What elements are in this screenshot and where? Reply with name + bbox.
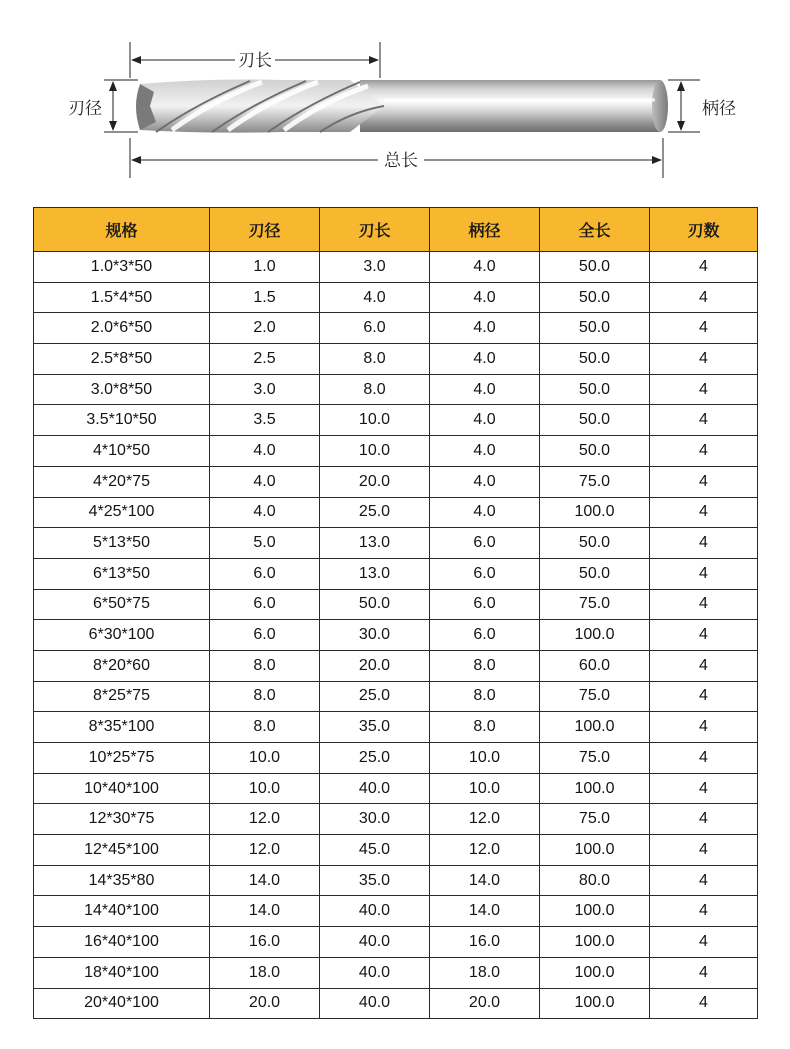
shank-diameter-label: 柄径 (702, 99, 736, 119)
table-cell-spec: 2.5*8*50 (34, 344, 210, 375)
table-cell-edge-length: 40.0 (320, 927, 430, 958)
table-cell-total-length: 100.0 (540, 988, 650, 1019)
table-cell-spec: 6*30*100 (34, 620, 210, 651)
column-header-shank-diameter: 柄径 (430, 208, 540, 252)
table-cell-edge-diameter: 16.0 (210, 927, 320, 958)
column-header-flute-count: 刃数 (650, 208, 758, 252)
spec-table (33, 207, 758, 1019)
table-cell-spec: 14*35*80 (34, 865, 210, 896)
table-cell-edge-length: 20.0 (320, 650, 430, 681)
arrowhead-left (131, 56, 141, 64)
table-row (34, 405, 758, 436)
table-cell-spec: 10*40*100 (34, 773, 210, 804)
table-row (34, 773, 758, 804)
table-row (34, 896, 758, 927)
table-cell-shank-diameter: 4.0 (430, 405, 540, 436)
edge-diameter-label: 刃径 (68, 99, 102, 119)
table-cell-edge-length: 6.0 (320, 313, 430, 344)
table-cell-total-length: 100.0 (540, 712, 650, 743)
table-cell-edge-diameter: 6.0 (210, 589, 320, 620)
table-cell-total-length: 50.0 (540, 405, 650, 436)
table-row (34, 528, 758, 559)
table-cell-edge-diameter: 18.0 (210, 957, 320, 988)
table-cell-shank-diameter: 8.0 (430, 681, 540, 712)
table-row (34, 282, 758, 313)
table-cell-shank-diameter: 4.0 (430, 436, 540, 467)
table-cell-edge-diameter: 5.0 (210, 528, 320, 559)
table-cell-edge-length: 25.0 (320, 497, 430, 528)
table-cell-flute-count: 4 (650, 252, 758, 283)
table-cell-edge-length: 4.0 (320, 282, 430, 313)
table-cell-edge-length: 40.0 (320, 773, 430, 804)
table-row (34, 743, 758, 774)
table-body (34, 252, 758, 1019)
tool-shank-end (652, 80, 668, 132)
table-cell-shank-diameter: 4.0 (430, 313, 540, 344)
table-cell-total-length: 50.0 (540, 528, 650, 559)
table-cell-spec: 14*40*100 (34, 896, 210, 927)
table-cell-edge-length: 45.0 (320, 835, 430, 866)
total-length-dimension (130, 138, 663, 178)
end-mill-diagram (0, 0, 790, 200)
table-cell-edge-diameter: 10.0 (210, 743, 320, 774)
table-cell-flute-count: 4 (650, 835, 758, 866)
table-cell-total-length: 100.0 (540, 927, 650, 958)
table-cell-shank-diameter: 8.0 (430, 650, 540, 681)
table-row (34, 436, 758, 467)
table-cell-total-length: 50.0 (540, 344, 650, 375)
table-row (34, 558, 758, 589)
table-cell-spec: 4*20*75 (34, 466, 210, 497)
table-cell-flute-count: 4 (650, 466, 758, 497)
table-cell-edge-diameter: 4.0 (210, 466, 320, 497)
table-cell-shank-diameter: 12.0 (430, 835, 540, 866)
table-cell-edge-length: 8.0 (320, 344, 430, 375)
table-cell-edge-length: 10.0 (320, 436, 430, 467)
table-cell-spec: 16*40*100 (34, 927, 210, 958)
column-header-spec: 规格 (34, 208, 210, 252)
table-cell-edge-length: 50.0 (320, 589, 430, 620)
column-header-total-length: 全长 (540, 208, 650, 252)
table-cell-flute-count: 4 (650, 681, 758, 712)
arrowhead-right (652, 156, 662, 164)
table-cell-edge-length: 30.0 (320, 620, 430, 651)
table-cell-shank-diameter: 4.0 (430, 466, 540, 497)
table-cell-total-length: 50.0 (540, 282, 650, 313)
table-cell-flute-count: 4 (650, 436, 758, 467)
table-cell-spec: 1.5*4*50 (34, 282, 210, 313)
table-cell-total-length: 75.0 (540, 804, 650, 835)
table-cell-flute-count: 4 (650, 589, 758, 620)
table-cell-flute-count: 4 (650, 650, 758, 681)
table-cell-total-length: 75.0 (540, 743, 650, 774)
table-cell-spec: 4*10*50 (34, 436, 210, 467)
table-cell-total-length: 60.0 (540, 650, 650, 681)
table-cell-edge-length: 8.0 (320, 374, 430, 405)
table-cell-total-length: 80.0 (540, 865, 650, 896)
arrowhead-left (131, 156, 141, 164)
table-cell-flute-count: 4 (650, 620, 758, 651)
table-cell-edge-diameter: 6.0 (210, 558, 320, 589)
total-length-label: 总长 (384, 151, 418, 171)
table-cell-shank-diameter: 4.0 (430, 374, 540, 405)
table-cell-edge-length: 10.0 (320, 405, 430, 436)
table-cell-shank-diameter: 10.0 (430, 773, 540, 804)
table-row (34, 650, 758, 681)
table-cell-flute-count: 4 (650, 957, 758, 988)
table-cell-total-length: 100.0 (540, 835, 650, 866)
table-cell-flute-count: 4 (650, 773, 758, 804)
table-cell-edge-length: 25.0 (320, 743, 430, 774)
table-row (34, 835, 758, 866)
table-cell-spec: 8*25*75 (34, 681, 210, 712)
table-row (34, 313, 758, 344)
table-row (34, 620, 758, 651)
table-cell-spec: 8*35*100 (34, 712, 210, 743)
arrowhead-up (677, 81, 685, 91)
table-cell-total-length: 50.0 (540, 313, 650, 344)
table-cell-edge-diameter: 1.5 (210, 282, 320, 313)
table-cell-total-length: 100.0 (540, 497, 650, 528)
table-cell-edge-diameter: 8.0 (210, 650, 320, 681)
table-cell-shank-diameter: 14.0 (430, 865, 540, 896)
table-cell-edge-diameter: 8.0 (210, 712, 320, 743)
table-cell-flute-count: 4 (650, 927, 758, 958)
table-row (34, 374, 758, 405)
table-row (34, 865, 758, 896)
table-cell-shank-diameter: 12.0 (430, 804, 540, 835)
table-cell-shank-diameter: 18.0 (430, 957, 540, 988)
table-cell-shank-diameter: 6.0 (430, 528, 540, 559)
column-header-edge-diameter: 刃径 (210, 208, 320, 252)
table-cell-flute-count: 4 (650, 558, 758, 589)
table-cell-edge-length: 35.0 (320, 865, 430, 896)
table-cell-flute-count: 4 (650, 374, 758, 405)
table-row (34, 988, 758, 1019)
table-cell-edge-diameter: 20.0 (210, 988, 320, 1019)
table-cell-spec: 3.5*10*50 (34, 405, 210, 436)
table-row (34, 804, 758, 835)
table-cell-spec: 10*25*75 (34, 743, 210, 774)
end-mill-tool (136, 80, 668, 133)
table-cell-edge-diameter: 1.0 (210, 252, 320, 283)
table-cell-total-length: 100.0 (540, 773, 650, 804)
table-cell-shank-diameter: 8.0 (430, 712, 540, 743)
table-cell-edge-length: 30.0 (320, 804, 430, 835)
table-cell-flute-count: 4 (650, 865, 758, 896)
table-cell-total-length: 100.0 (540, 896, 650, 927)
table-cell-total-length: 75.0 (540, 589, 650, 620)
table-cell-spec: 2.0*6*50 (34, 313, 210, 344)
table-cell-spec: 18*40*100 (34, 957, 210, 988)
table-cell-flute-count: 4 (650, 313, 758, 344)
table-cell-flute-count: 4 (650, 988, 758, 1019)
table-cell-shank-diameter: 20.0 (430, 988, 540, 1019)
table-cell-shank-diameter: 4.0 (430, 252, 540, 283)
table-row (34, 712, 758, 743)
shank-diameter-dimension (668, 80, 736, 132)
table-row (34, 466, 758, 497)
table-cell-total-length: 75.0 (540, 466, 650, 497)
table-cell-flute-count: 4 (650, 405, 758, 436)
table-cell-edge-diameter: 8.0 (210, 681, 320, 712)
table-cell-edge-length: 20.0 (320, 466, 430, 497)
table-cell-edge-diameter: 10.0 (210, 773, 320, 804)
table-row (34, 681, 758, 712)
table-cell-edge-diameter: 14.0 (210, 896, 320, 927)
table-cell-total-length: 100.0 (540, 957, 650, 988)
table-cell-spec: 8*20*60 (34, 650, 210, 681)
table-cell-total-length: 75.0 (540, 681, 650, 712)
tool-shank (360, 80, 660, 132)
table-cell-total-length: 50.0 (540, 436, 650, 467)
table-cell-edge-diameter: 14.0 (210, 865, 320, 896)
table-cell-edge-diameter: 3.5 (210, 405, 320, 436)
table-cell-spec: 3.0*8*50 (34, 374, 210, 405)
table-row (34, 589, 758, 620)
table-cell-flute-count: 4 (650, 743, 758, 774)
table-cell-edge-length: 40.0 (320, 957, 430, 988)
arrowhead-up (109, 81, 117, 91)
table-cell-shank-diameter: 4.0 (430, 282, 540, 313)
table-cell-spec: 6*13*50 (34, 558, 210, 589)
table-header-row (34, 208, 758, 252)
table-cell-edge-diameter: 4.0 (210, 497, 320, 528)
table-cell-spec: 20*40*100 (34, 988, 210, 1019)
table-cell-edge-diameter: 12.0 (210, 804, 320, 835)
table-row (34, 344, 758, 375)
table-row (34, 252, 758, 283)
table-cell-shank-diameter: 4.0 (430, 497, 540, 528)
table-cell-flute-count: 4 (650, 804, 758, 835)
column-header-edge-length: 刃长 (320, 208, 430, 252)
table-cell-total-length: 50.0 (540, 558, 650, 589)
arrowhead-right (369, 56, 379, 64)
table-cell-total-length: 50.0 (540, 374, 650, 405)
table-cell-spec: 12*45*100 (34, 835, 210, 866)
table-cell-edge-length: 40.0 (320, 896, 430, 927)
table-cell-edge-diameter: 3.0 (210, 374, 320, 405)
table-cell-total-length: 100.0 (540, 620, 650, 651)
table-cell-shank-diameter: 16.0 (430, 927, 540, 958)
table-row (34, 957, 758, 988)
table-cell-spec: 6*50*75 (34, 589, 210, 620)
edge-length-label: 刃长 (238, 51, 272, 71)
table-cell-edge-diameter: 2.0 (210, 313, 320, 344)
arrowhead-down (677, 121, 685, 131)
table-cell-flute-count: 4 (650, 497, 758, 528)
table-cell-shank-diameter: 14.0 (430, 896, 540, 927)
table-cell-edge-diameter: 12.0 (210, 835, 320, 866)
table-cell-shank-diameter: 6.0 (430, 558, 540, 589)
table-cell-flute-count: 4 (650, 896, 758, 927)
table-cell-edge-length: 25.0 (320, 681, 430, 712)
table-cell-edge-diameter: 4.0 (210, 436, 320, 467)
table-cell-shank-diameter: 10.0 (430, 743, 540, 774)
table-cell-edge-length: 13.0 (320, 528, 430, 559)
table-cell-shank-diameter: 4.0 (430, 344, 540, 375)
table-cell-edge-diameter: 2.5 (210, 344, 320, 375)
table-cell-shank-diameter: 6.0 (430, 589, 540, 620)
table-cell-flute-count: 4 (650, 282, 758, 313)
table-cell-edge-diameter: 6.0 (210, 620, 320, 651)
edge-length-dimension (130, 42, 380, 78)
table-cell-spec: 4*25*100 (34, 497, 210, 528)
table-row (34, 497, 758, 528)
table-row (34, 927, 758, 958)
table-cell-shank-diameter: 6.0 (430, 620, 540, 651)
table-cell-edge-length: 40.0 (320, 988, 430, 1019)
table-cell-edge-length: 3.0 (320, 252, 430, 283)
table-cell-edge-length: 13.0 (320, 558, 430, 589)
table-cell-flute-count: 4 (650, 712, 758, 743)
table-cell-spec: 12*30*75 (34, 804, 210, 835)
table-cell-spec: 1.0*3*50 (34, 252, 210, 283)
edge-diameter-dimension (68, 80, 138, 132)
table-cell-edge-length: 35.0 (320, 712, 430, 743)
table-cell-total-length: 50.0 (540, 252, 650, 283)
table-cell-spec: 5*13*50 (34, 528, 210, 559)
arrowhead-down (109, 121, 117, 131)
table-cell-flute-count: 4 (650, 528, 758, 559)
table-cell-flute-count: 4 (650, 344, 758, 375)
